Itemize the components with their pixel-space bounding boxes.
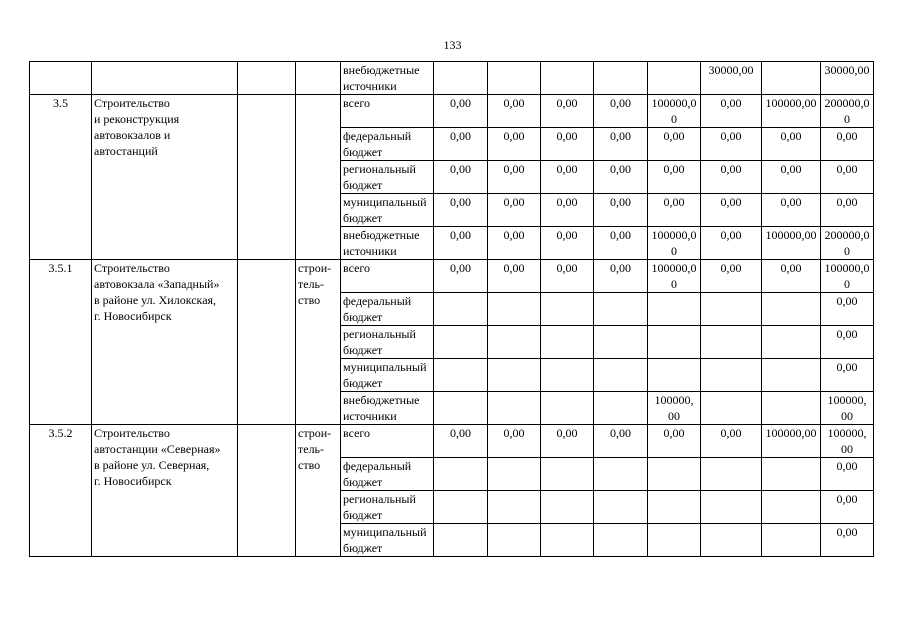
value-cell [541,392,594,425]
value-cell [434,326,488,359]
type-cell: строи- тель- ство [296,260,341,425]
empty-cell [238,62,296,95]
value-cell: 0,00 [821,326,874,359]
value-cell: 0,00 [821,458,874,491]
source-cell: всего [341,425,434,458]
empty-cell [238,95,296,260]
value-cell [594,392,648,425]
value-cell: 0,00 [434,161,488,194]
value-cell: 0,00 [488,227,541,260]
value-cell: 0,00 [762,260,821,293]
value-cell: 0,00 [701,95,762,128]
value-cell: 100000,0 0 [648,260,701,293]
source-cell: федеральный бюджет [341,458,434,491]
table-row [30,425,874,458]
value-cell [594,458,648,491]
value-cell: 200000,0 0 [821,95,874,128]
value-cell [762,458,821,491]
value-cell [701,458,762,491]
code-cell: 3.5 [30,95,92,260]
budget-table [29,61,874,557]
value-cell [762,491,821,524]
value-cell [541,491,594,524]
value-cell: 0,00 [488,95,541,128]
type-cell: строи- тель- ство [296,425,341,557]
value-cell: 0,00 [701,260,762,293]
value-cell [541,458,594,491]
value-cell: 0,00 [594,227,648,260]
table-row [30,62,874,95]
source-cell: всего [341,95,434,128]
value-cell: 0,00 [821,128,874,161]
table-row [30,95,874,128]
value-cell [594,293,648,326]
value-cell [541,359,594,392]
value-cell [488,62,541,95]
value-cell [434,62,488,95]
value-cell: 0,00 [541,425,594,458]
value-cell: 30000,00 [701,62,762,95]
value-cell: 0,00 [648,161,701,194]
value-cell: 100000, 00 [821,425,874,458]
value-cell [488,392,541,425]
page-number: 133 [443,38,462,52]
value-cell: 0,00 [594,95,648,128]
value-cell [701,326,762,359]
source-cell: федеральный бюджет [341,293,434,326]
value-cell: 0,00 [434,95,488,128]
value-cell [648,293,701,326]
value-cell: 0,00 [434,194,488,227]
value-cell: 100000, 00 [821,392,874,425]
value-cell: 0,00 [648,194,701,227]
value-cell: 0,00 [488,194,541,227]
value-cell: 0,00 [821,491,874,524]
value-cell: 200000,0 0 [821,227,874,260]
value-cell [488,491,541,524]
value-cell: 0,00 [821,194,874,227]
source-cell: муниципальный бюджет [341,194,434,227]
value-cell [762,359,821,392]
value-cell [541,524,594,557]
value-cell [594,62,648,95]
value-cell [594,359,648,392]
value-cell [648,326,701,359]
value-cell [648,62,701,95]
code-cell: 3.5.2 [30,425,92,557]
value-cell [762,293,821,326]
value-cell [594,524,648,557]
value-cell: 0,00 [594,194,648,227]
value-cell [594,326,648,359]
value-cell: 0,00 [821,161,874,194]
value-cell: 100000,00 [762,425,821,458]
value-cell [488,293,541,326]
empty-cell [238,260,296,425]
value-cell [701,293,762,326]
source-cell: муниципальный бюджет [341,524,434,557]
value-cell [762,392,821,425]
source-cell: региональный бюджет [341,326,434,359]
source-cell: региональный бюджет [341,161,434,194]
value-cell [488,359,541,392]
value-cell: 0,00 [488,425,541,458]
value-cell [762,62,821,95]
empty-cell [238,425,296,557]
value-cell [541,62,594,95]
value-cell: 0,00 [541,128,594,161]
value-cell [701,524,762,557]
value-cell: 0,00 [488,260,541,293]
value-cell: 0,00 [648,128,701,161]
value-cell [434,524,488,557]
value-cell [701,491,762,524]
value-cell: 0,00 [762,128,821,161]
value-cell: 0,00 [594,128,648,161]
value-cell [541,326,594,359]
name-cell: Строительство автостанции «Северная» в районе ул. Северная, г. Новосибирск [92,425,238,557]
value-cell [434,392,488,425]
value-cell [434,359,488,392]
value-cell: 0,00 [648,425,701,458]
value-cell: 0,00 [434,425,488,458]
source-cell: внебюджетные источники [341,392,434,425]
value-cell: 0,00 [541,95,594,128]
value-cell [648,491,701,524]
value-cell [541,293,594,326]
value-cell [434,458,488,491]
code-cell [30,62,92,95]
value-cell [762,326,821,359]
value-cell: 0,00 [488,161,541,194]
name-cell: Строительство автовокзала «Западный» в районе ул. Хилокская, г. Новосибирск [92,260,238,425]
value-cell: 0,00 [701,227,762,260]
value-cell: 100000,00 [762,227,821,260]
value-cell: 0,00 [594,161,648,194]
value-cell: 0,00 [821,524,874,557]
value-cell: 0,00 [488,128,541,161]
value-cell: 0,00 [701,161,762,194]
value-cell: 0,00 [594,260,648,293]
value-cell: 100000, 00 [648,392,701,425]
code-cell: 3.5.1 [30,260,92,425]
value-cell [488,326,541,359]
value-cell: 0,00 [541,227,594,260]
value-cell [648,524,701,557]
source-cell: федеральный бюджет [341,128,434,161]
value-cell: 0,00 [701,128,762,161]
value-cell [762,524,821,557]
value-cell: 0,00 [541,194,594,227]
value-cell [701,359,762,392]
source-cell: региональный бюджет [341,491,434,524]
value-cell: 0,00 [762,161,821,194]
value-cell [488,458,541,491]
value-cell: 100000,0 0 [648,227,701,260]
value-cell: 0,00 [762,194,821,227]
value-cell [594,491,648,524]
value-cell: 0,00 [821,293,874,326]
type-cell [296,62,341,95]
value-cell: 0,00 [434,260,488,293]
source-cell: муниципальный бюджет [341,359,434,392]
value-cell [434,491,488,524]
table-row [30,260,874,293]
name-cell [92,62,238,95]
value-cell: 30000,00 [821,62,874,95]
value-cell [648,458,701,491]
source-cell: внебюджетные источники [341,62,434,95]
value-cell: 0,00 [594,425,648,458]
value-cell: 0,00 [434,128,488,161]
value-cell [648,359,701,392]
value-cell: 0,00 [701,194,762,227]
value-cell: 0,00 [701,425,762,458]
source-cell: всего [341,260,434,293]
value-cell: 0,00 [541,161,594,194]
name-cell: Строительство и реконструкция автовокзалов и автостанций [92,95,238,260]
value-cell: 0,00 [434,227,488,260]
value-cell: 100000,00 [762,95,821,128]
value-cell [488,524,541,557]
type-cell [296,95,341,260]
value-cell: 0,00 [821,359,874,392]
source-cell: внебюджетные источники [341,227,434,260]
value-cell: 100000,0 0 [821,260,874,293]
value-cell: 100000,0 0 [648,95,701,128]
value-cell [434,293,488,326]
value-cell: 0,00 [541,260,594,293]
value-cell [701,392,762,425]
